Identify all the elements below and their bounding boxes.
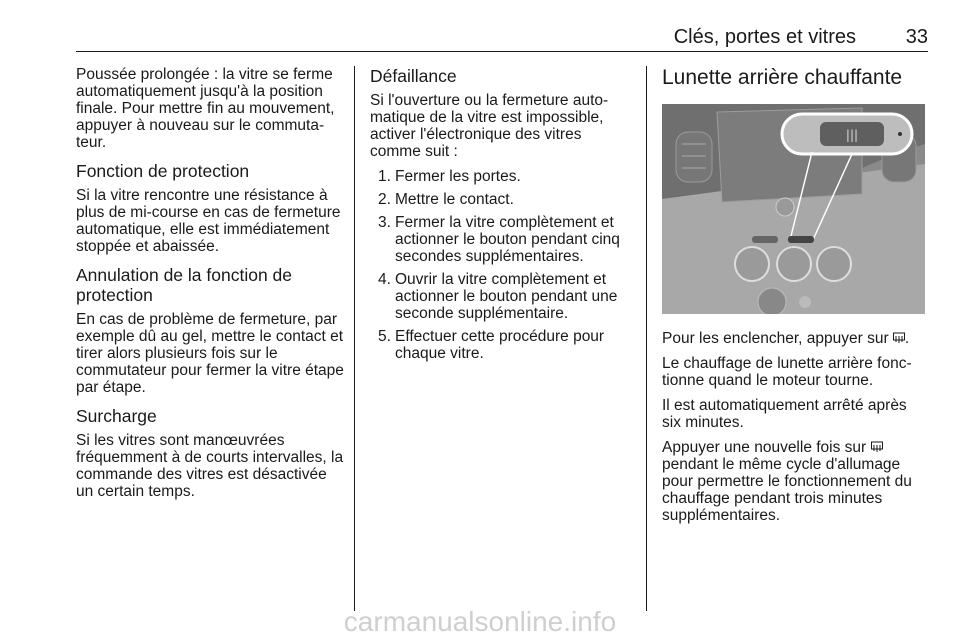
page-header <box>76 22 928 52</box>
column-1 <box>76 66 346 508</box>
failure-heading: Défaillance <box>370 66 457 86</box>
protection-heading: Fonction de protection <box>76 161 250 181</box>
list-item: 2. Mettre le contact. <box>378 191 514 208</box>
rear-window-defrost-icon <box>871 441 883 453</box>
overload-paragraph: Si les vitres sont manœuvrées fréquemment à de courts intervalles, la commande des vitres est désactivée un certain temps. <box>76 432 344 500</box>
engine-paragraph: Le chauffage de lunette arrière fonctionne quand le moteur tourne. <box>662 355 912 389</box>
failure-steps <box>370 168 632 362</box>
extend-paragraph: Appuyer une nouvelle fois sur pendant le même cycle d'allumage pour permettre le fonctionnement du chauffage pendant trois minutes supplémentaires. <box>662 439 912 524</box>
dashboard-photo <box>662 104 925 314</box>
rear-window-heading: Lunette arrière chauffante <box>662 66 903 89</box>
section-title: Clés, portes et vitres <box>673 26 856 48</box>
cancel-protection-paragraph: En cas de problème de fermeture, par exemple dû au gel, mettre le contact et tirer alors plusieurs fois sur le commutateur pour fermer la vitre étape par étape. <box>76 311 344 396</box>
list-item: 4. Ouvrir la vitre complètement et actionner le bouton pendant une seconde supplémentaire. <box>378 271 618 322</box>
column-3 <box>662 66 928 532</box>
column-2 <box>370 66 632 368</box>
list-item: 1. Fermer les portes. <box>378 168 521 185</box>
header-rule <box>76 51 928 52</box>
column-divider-2 <box>646 66 647 611</box>
column-divider-1 <box>354 66 355 611</box>
activate-paragraph: Pour les enclencher, appuyer sur . <box>662 330 910 347</box>
auto-stop-paragraph: Il est automatiquement arrêté après six minutes. <box>662 397 907 431</box>
svg-text:|||: ||| <box>845 128 859 142</box>
failure-intro: Si l'ouverture ou la fermeture automatique de la vitre est impossible, activer l'électronique des vitres comme suit : <box>370 92 609 160</box>
page-number: 33 <box>905 26 928 48</box>
watermark: carmanualsonline.info <box>343 606 617 637</box>
rear-window-defrost-icon <box>893 332 905 344</box>
list-item: 3. Fermer la vitre complètement et actionner le bouton pendant cinq secondes supplémentaires. <box>378 214 620 265</box>
intro-paragraph: Poussée prolongée : la vitre se ferme automatiquement jusqu'à la position finale. Pour mettre fin au mouvement, appuyer à nouveau sur le commutateur. <box>76 66 335 151</box>
list-item: 5. Effectuer cette procédure pour chaque vitre. <box>378 328 605 362</box>
cancel-protection-heading: Annulation de la fonction de protection <box>76 265 292 305</box>
overload-heading: Surcharge <box>76 406 157 426</box>
protection-paragraph: Si la vitre rencontre une résistance à plus de mi-course en cas de fermeture automatique, elle est immédiatement stoppée et abaissée. <box>76 187 341 255</box>
